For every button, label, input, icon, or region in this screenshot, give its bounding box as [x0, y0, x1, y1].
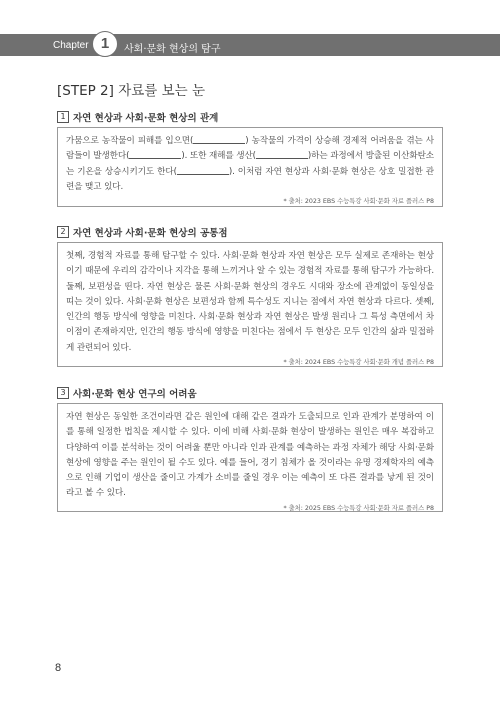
section-2-title [57, 225, 228, 239]
blank-2[interactable] [129, 149, 181, 159]
blank-1[interactable] [193, 134, 245, 144]
chapter-label: Chapter [53, 40, 89, 51]
chapter-number-badge: 1 [92, 31, 118, 57]
blank-4[interactable] [177, 165, 229, 175]
section-3-paragraph: 자연 현상은 동일한 조건이라면 같은 원인에 대해 같은 결과가 도출되므로 인과 관계가 분명하여 이를 통해 일정한 법칙을 제시할 수 있다. 이에 비해 사회·문화 현상이 발생하는 원인은 매우 복잡하고 다양하여 이를 분석하는 것이 어려울 뿐만 아니라 인과 관계를 예측하는 과정 자체가 해당 사회·문화 현상에 영향을 주는 원인이 될 수도 있다. 예를 들어, 경기 침체가 올 것이라는 유명 경제학자의 예측으로 인해 기업이 생산을 줄이고 가계가 소비를 줄일 경우 이는 예측이 또 다른 결과를 낳게 된 것이라고 볼 수 있다. [66, 412, 434, 499]
section-2-box [57, 242, 443, 367]
chapter-title: 사회·문화 현상의 탐구 [124, 44, 221, 55]
section-3-title [57, 386, 197, 400]
step-title: [STEP 2] 자료를 보는 눈 [57, 83, 206, 99]
section-2-number: 2 [57, 226, 69, 238]
section-2-paragraph: 첫째, 경험적 자료를 통해 탐구할 수 있다. 사회·문화 현상과 자연 현상은 모두 실제로 존재하는 현상이기 때문에 우리의 감각이나 지각을 통해 느끼거나 알 수 있는 경험적 자료를 통해 탐구가 가능하다. 둘째, 보편성을 띤다. 자연 현상은 물론 사회·문화 현상의 경우도 시대와 장소에 관계없이 동일성을 띠는 것이 있다. 사회·문화 현상은 보편성과 함께 특수성도 지니는 점에서 자연 현상과 다르다. 셋째, 인간의 행동 방식에 영향을 미친다. 사회·문화 현상과 자연 현상은 발생 원리나 그 특성 측면에서 차이점이 존재하지만, 인간의 행동 방식에 영향을 미친다는 점에서 두 현상은 모두 인간의 삶과 밀접하게 관련되어 있다. [66, 251, 434, 353]
section-1-box [57, 127, 443, 207]
section-1-title [57, 110, 218, 124]
section-3-box [57, 403, 443, 512]
section-3-source: * 출처: 2025 EBS 수능특강 사회·문화 자료 플러스 P8 [283, 504, 434, 512]
section-1-paragraph: 가뭄으로 농작물이 피해를 입으면( ) 농작물의 가격이 상승해 경제적 어려움을 겪는 사람들이 발생한다( ). 또한 재해를 생산( )하는 과정에서 방출된 이산화탄소는 기온을 상승시키기도 한다( ). 이처럼 자연 현상과 사회·문화 현상은 상호 밀접한 관련을 맺고 있다. [66, 136, 434, 192]
section-3-number: 3 [57, 387, 69, 399]
section-1-title-text: 자연 현상과 사회·문화 현상의 관계 [73, 113, 219, 124]
section-1-source: * 출처: 2023 EBS 수능특강 사회·문화 자료 플러스 P8 [283, 198, 434, 206]
section-1-number: 1 [57, 111, 69, 123]
section-3-title-text: 사회·문화 현상 연구의 어려움 [73, 389, 197, 400]
section-2-title-text: 자연 현상과 사회·문화 현상의 공통점 [73, 228, 228, 239]
section-2-source: * 출처: 2024 EBS 수능특강 사회·문화 개념 플러스 P8 [283, 359, 434, 367]
blank-3[interactable] [256, 149, 308, 159]
page-number: 8 [55, 662, 62, 674]
